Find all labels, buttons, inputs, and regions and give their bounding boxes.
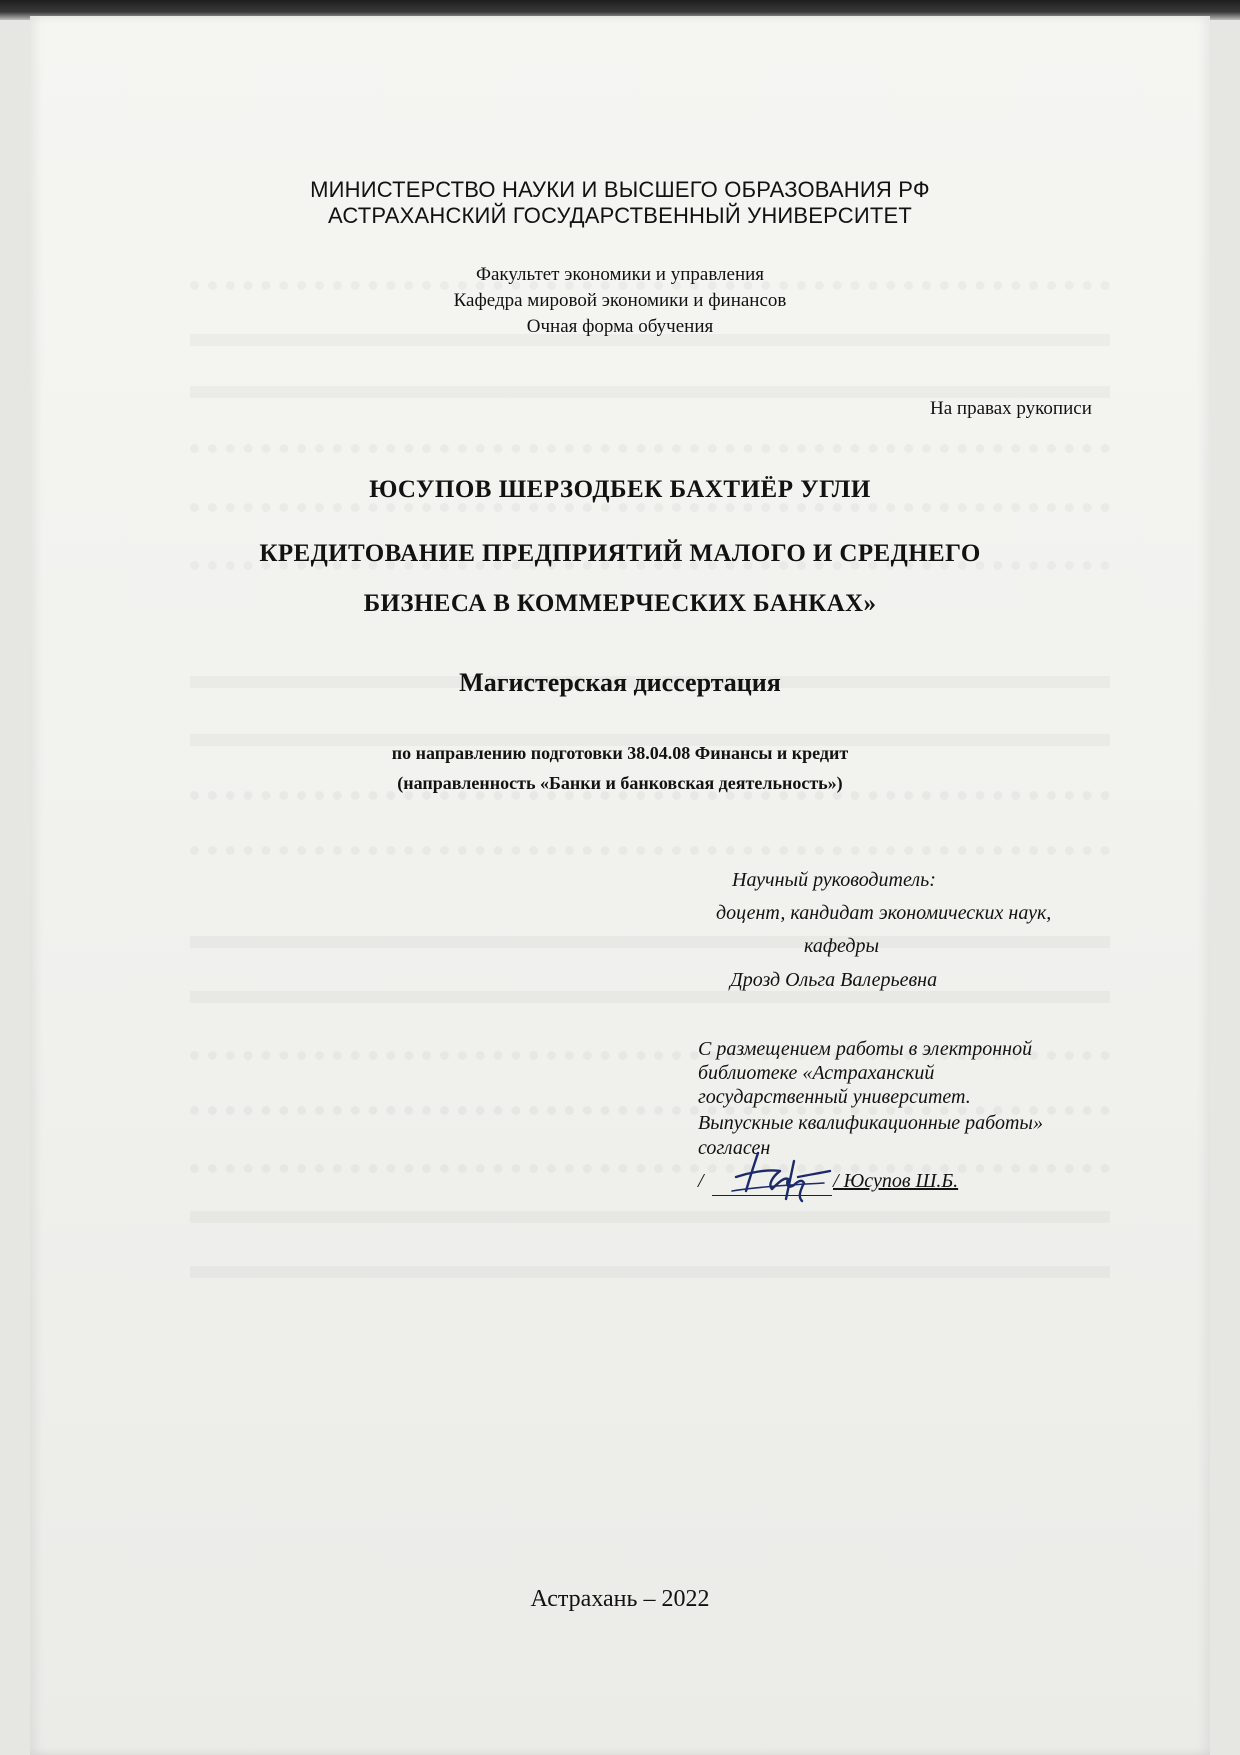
bleed-through-line xyxy=(190,991,1110,1007)
bleed-through-line xyxy=(190,503,1110,516)
bleed-through-line xyxy=(190,846,1110,859)
rights-note: На правах рукописи xyxy=(930,398,1092,419)
consent-line4: Выпускные квалификационные работы» xyxy=(698,1112,1043,1134)
supervisor-degree: доцент, кандидат экономических наук, xyxy=(716,902,1052,924)
study-form: Очная форма обучения xyxy=(526,316,714,337)
direction-line2: (направленность «Банки и банковская деятельность») xyxy=(397,773,843,793)
direction-line1: по направлению подготовки 38.04.08 Финансы и кредит xyxy=(391,743,849,763)
thesis-title-line2: БИЗНЕСА В КОММЕРЧЕСКИХ БАНКАХ» xyxy=(363,590,877,617)
handwritten-signature xyxy=(728,1147,838,1207)
signature-slash: / xyxy=(698,1170,704,1192)
bleed-through-line xyxy=(190,444,1110,457)
faculty-name: Факультет экономики и управления xyxy=(475,264,765,285)
author-name: ЮСУПОВ ШЕРЗОДБЕК БАХТИЁР УГЛИ xyxy=(369,476,871,503)
university-name: АСТРАХАНСКИЙ ГОСУДАРСТВЕННЫЙ УНИВЕРСИТЕТ xyxy=(327,203,913,228)
supervisor-label: Научный руководитель: xyxy=(732,869,936,891)
document-type: Магистерская диссертация xyxy=(459,668,781,697)
consent-line1: С размещением работы в электронной xyxy=(698,1038,1033,1060)
consent-line2: библиотеке «Астраханский xyxy=(698,1062,935,1084)
department-name: Кафедра мировой экономики и финансов xyxy=(453,290,787,311)
thesis-title-line1: КРЕДИТОВАНИЕ ПРЕДПРИЯТИЙ МАЛОГО И СРЕДНЕГО xyxy=(259,540,981,567)
consent-line3: государственный университет. xyxy=(698,1086,971,1108)
supervisor-position: кафедры xyxy=(804,935,880,957)
consent-line5: согласен xyxy=(698,1137,771,1159)
bleed-through-line xyxy=(190,936,1110,952)
bleed-through-line xyxy=(190,1164,1110,1177)
city-year: Астрахань – 2022 xyxy=(530,1586,710,1612)
bleed-through-line xyxy=(190,1266,1110,1282)
supervisor-name: Дрозд Ольга Валерьевна xyxy=(730,969,938,991)
ministry-name: МИНИСТЕРСТВО НАУКИ И ВЫСШЕГО ОБРАЗОВАНИЯ РФ xyxy=(310,177,930,202)
signer-name: / Юсупов Ш.Б. xyxy=(833,1170,959,1192)
bleed-through-line xyxy=(190,1211,1110,1227)
